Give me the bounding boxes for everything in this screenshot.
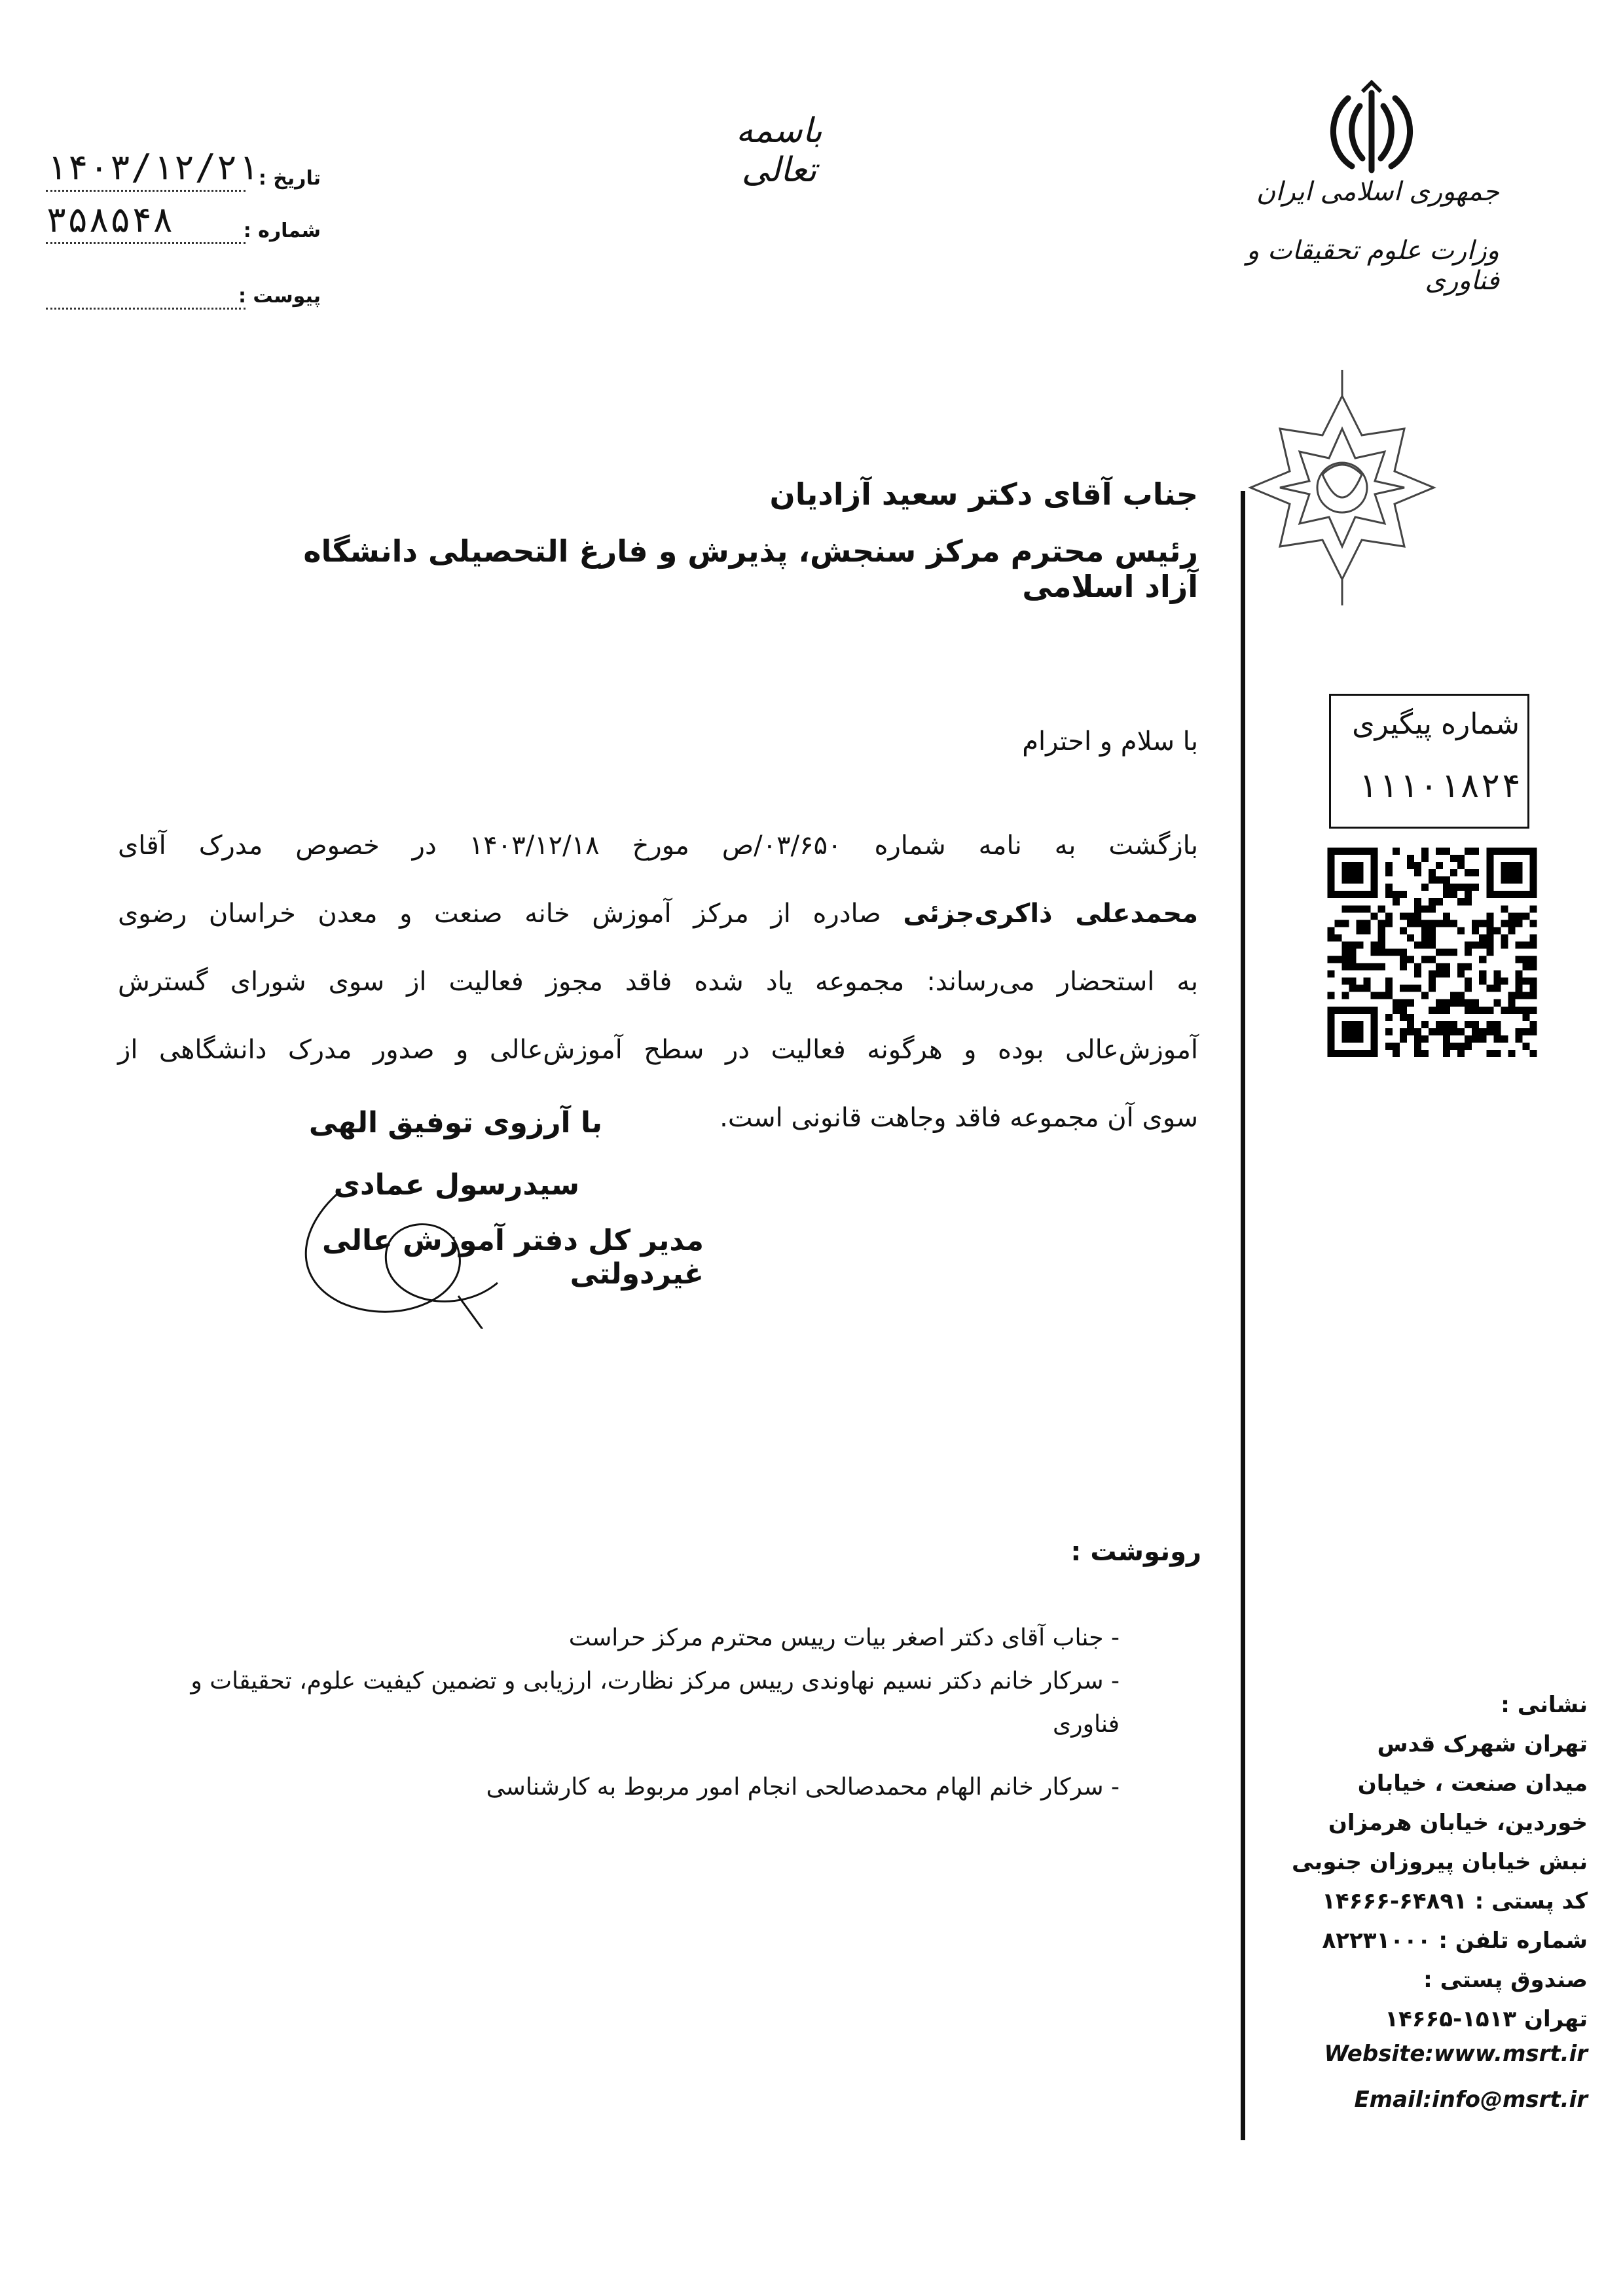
cc-title: رونوشت : [1070, 1537, 1201, 1567]
signature-scribble-icon [262, 1165, 570, 1329]
body-line-2 [118, 880, 1198, 948]
address-label: نشانی : [1501, 1692, 1588, 1718]
body-line-3: به استحضار می‌رساند: مجموعه یاد شده فاقد مجوز فعالیت از سوی شورای گسترش [118, 967, 1198, 997]
attachment-label: پیوست : [238, 285, 321, 308]
cc-item-1: - جناب آقای دکتر اصغر بیات رییس محترم مرکز حراست [568, 1624, 1120, 1651]
body-line-4: آموزش‌عالی بوده و هرگونه فعالیت در سطح آموزش‌عالی و صدور مدرک دانشگاهی از [118, 1035, 1198, 1065]
cc-item-3: - سرکار خانم الهام محمدصالحی انجام امور مربوط به کارشناسی [486, 1774, 1120, 1801]
attachment-line [46, 308, 246, 310]
ministry-name: وزارت علوم تحقیقات و فناوری [1246, 236, 1499, 296]
subject-name: محمدعلی ذاکری‌جزئی [903, 899, 1198, 929]
email-link[interactable]: Email:info@msrt.ir [1354, 2087, 1588, 2113]
body-line-5: سوی آن مجموعه فاقد وجاهت قانونی است. [720, 1103, 1198, 1133]
address-line: نبش خیابان پیروزان جنوبی [1292, 1849, 1588, 1875]
number-row [46, 199, 321, 252]
recipient-name: جناب آقای دکتر سعید آزادیان [769, 476, 1198, 512]
iran-emblem-icon [1319, 79, 1424, 183]
body-line-1: بازگشت به نامه شماره ۰۳/۶۵۰/ص مورخ ۱۴۰۳/۱۲/۱۸ در خصوص مدرک آقای [118, 831, 1198, 861]
divider-line [1241, 491, 1245, 2140]
number-value: ۳۵۸۵۴۸ [46, 199, 174, 240]
cc-item-2: - سرکار خانم دکتر نسیم نهاوندی رییس مرکز نظارت، ارزیابی و تضمین کیفیت علوم، تحقیقات و [191, 1668, 1120, 1695]
body-line-2-rest: صادره از مرکز آموزش خانه صنعت و معدن خراسان رضوی [118, 899, 903, 929]
salutation: با سلام و احترام [1022, 726, 1198, 757]
closing: با آرزوی توفیق الهی [308, 1106, 602, 1139]
address-line: خوردین، خیابان هرمزان [1328, 1810, 1588, 1836]
government-name: جمهوری اسلامی ایران [1256, 177, 1499, 207]
date-row [46, 147, 321, 200]
date-label: تاریخ : [258, 167, 321, 190]
number-line [46, 242, 246, 244]
tracking-box [1329, 694, 1529, 829]
qr-code-icon [1326, 848, 1539, 1057]
po-box-label: صندوق پستی : [1423, 1967, 1588, 1993]
invocation: باسمه تعالی [736, 111, 822, 190]
number-label: شماره : [243, 219, 321, 242]
cc-item-2-continued: فناوری [1053, 1711, 1120, 1738]
postal-code: کد پستی : ۶۴۸۹۱-۱۴۶۶۶ [1322, 1888, 1588, 1914]
tracking-number: ۱۱۱۰۱۸۲۴ [1357, 766, 1522, 806]
phone-number: شماره تلفن : ۸۲۲۳۱۰۰۰ [1322, 1928, 1588, 1954]
tracking-label: شماره پیگیری [1352, 708, 1520, 741]
recipient-title: رئیس محترم مرکز سنجش، پذیرش و فارغ التحصیلی دانشگاه آزاد اسلامی [303, 533, 1198, 604]
website-link[interactable]: Website:www.msrt.ir [1324, 2041, 1588, 2067]
address-line: تهران شهرک قدس [1377, 1731, 1588, 1757]
attachment-row [46, 278, 321, 317]
address-line: میدان صنعت ، خیابان [1357, 1770, 1588, 1797]
date-value: ۱۴۰۳/۱۲/۲۱ [46, 147, 259, 188]
ornament-icon [1244, 363, 1440, 612]
po-box-value: تهران ۱۵۱۳-۱۴۶۶۵ [1385, 2006, 1588, 2032]
date-line [46, 190, 246, 192]
signer-name: سیدرسول عمادی [333, 1168, 579, 1202]
signer-title: مدیر کل دفتر آموزش عالی غیردولتی [322, 1224, 704, 1291]
